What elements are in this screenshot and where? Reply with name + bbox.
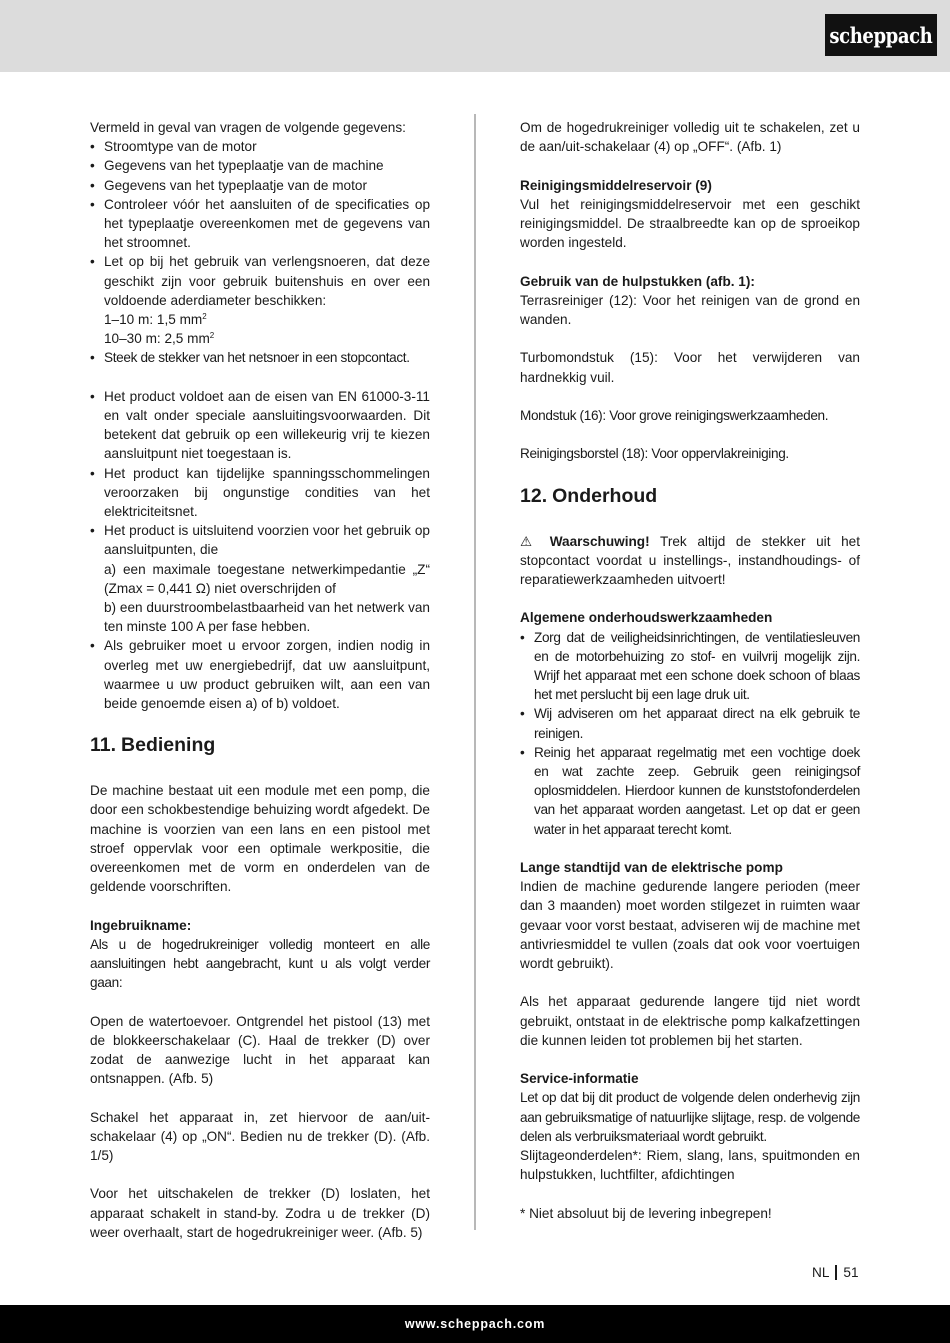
pump-heading: Lange standtijd van de elektrische pomp	[520, 860, 783, 875]
info-list	[90, 137, 430, 367]
page-number-value: 51	[843, 1265, 859, 1280]
open-water-text: Open de watertoevoer. Ontgrendel het pistool (13) met de blokkeerschakelaar (C). Haal de trekker (D) over zodat de aanwezige lucht in het apparaat kan ontsnappen. (Afb. 5)	[90, 1013, 430, 1087]
general-heading: Algemene onderhoudswerkzaamheden	[520, 610, 773, 626]
list-item: • Steek de stekker van het netsnoer in een stopcontact.	[90, 348, 430, 367]
maintenance-list	[520, 628, 860, 839]
header-band	[0, 0, 950, 72]
left-column	[90, 118, 430, 1242]
section-title: Onderhoud	[552, 484, 658, 507]
pump-text-2: Als het apparaat gedurende langere tijd niet wordt gebruikt, ontstaat in de elektrische pomp kalkafzettingen die kunnen leiden tot problemen bij het starten.	[520, 994, 860, 1048]
startup-text: Als u de hogedrukreiniger volledig monteert en alle aansluitingen hebt aangebracht, kunt u als volgt verder gaan:	[90, 936, 430, 991]
cable-spec-1: 1–10 m: 1,5 mm	[104, 312, 203, 328]
switch-on-text: Schakel het apparaat in, zet hiervoor de aan/uit-schakelaar (4) op „ON“. Bedien nu de trekker (D). (Afb. 1/5)	[90, 1109, 430, 1164]
list-item: • Gegevens van het typeplaatje van de motor	[90, 176, 430, 195]
reservoir-text: Vul het reinigingsmiddelreservoir met een geschikt reinigingsmiddel. De straalbreedte kan op de sproeikop worden ingesteld.	[520, 196, 860, 251]
standby-text: Voor het uitschakelen de trekker (D) loslaten, het apparaat schakelt in stand-by. Zodra u de trekker (D) weer overhaalt, start de hogedrukreiniger weer. (Afb. 5)	[90, 1186, 430, 1240]
list-item: • Zorg dat de veiligheidsinrichtingen, de ventilatiesleuven en de motorbehuizing zo stof- en vuilvrij mogelijk zijn. Wrijf het apparaat met een schone doek schoon of blaas het met perslucht bij een lage druk uit.	[520, 628, 860, 705]
section-number: 11.	[90, 734, 117, 757]
cable-spec-2: 10–30 m: 2,5 mm	[104, 331, 210, 347]
warning-text: Trek altijd de stekker uit het stopcontact voordat u instellings-, instandhoudings- of reparatiewerkzaamheden uitvoert!	[520, 533, 861, 587]
list-item: • Het product kan tijdelijke spanningsschommelingen veroorzaken bij ongunstige condities van het elektriciteitsnet.	[90, 464, 430, 522]
list-item: • Wij adviseren om het apparaat direct na elk gebruik te reinigen.	[520, 704, 860, 742]
brush-text: Reinigingsborstel (18): Voor oppervlakreiniging.	[520, 446, 789, 462]
pump-text: Indien de machine gedurende langere perioden (meer dan 3 maanden) moet worden stilgezet in ruimten waar gevaar voor vorst bestaat, adviseren wij de machine met antivriesmiddel te vullen (zoals dat ook voor voertuigen wordt gebruikt).	[520, 879, 861, 972]
cable-sup-1: 2	[202, 312, 207, 322]
info-intro: Vermeld in geval van vragen de volgende gegevens:	[90, 120, 406, 135]
list-item: • Reinig het apparaat regelmatig met een vochtige doek en wat zachte zeep. Gebruik geen reinigingsof oplosmiddelen. Hierdoor kunnen de kunststofonderdelen van het apparaat worden aangetast. Let op dat er geen water in het apparaat terecht komt.	[520, 743, 860, 839]
points-a: a) een maximale toegestane netwerkimpedantie „Z“ (Zmax = 0,441 Ω) niet overschrijden of	[104, 561, 430, 596]
page-number	[812, 1265, 859, 1280]
section-title: Bediening	[121, 734, 216, 757]
cable-text: Let op bij het gebruik van verlengsnoeren, dat deze geschikt zijn voor gebruik buitenshuis en over een voldoende aderdiameter beschikken:	[104, 254, 430, 308]
list-item: • Als gebruiker moet u ervoor zorgen, indien nodig in overleg met uw energiebedrijf, dat uw aansluitpunt, waarmee u uw product gebruiken wilt, aan een van beide genoemde eisen a) of b) voldoet.	[90, 636, 430, 713]
section-number: 12.	[520, 484, 548, 507]
column-divider	[474, 114, 476, 1230]
warning-icon: ⚠	[520, 533, 540, 549]
language-code: NL	[812, 1265, 830, 1280]
switch-off-text: Om de hogedrukreiniger volledig uit te schakelen, zet u de aan/uit-schakelaar (4) op „OFF“. (Afb. 1)	[520, 120, 860, 155]
startup-heading: Ingebruikname:	[90, 917, 192, 933]
page-separator	[835, 1265, 837, 1280]
machine-description: De machine bestaat uit een module met een pomp, die door een schokbestendige behuizing wordt afgedekt. De machine is voorzien van een lans en een pistool met stroef oppervlak voor een optimale werkpositie, die overeenkomen met de vorm en onderdelen van de geldende voorschriften.	[90, 783, 430, 895]
section-heading-11	[90, 733, 430, 757]
conformity-list	[90, 387, 430, 713]
list-item: • Gegevens van het typeplaatje van de machine	[90, 156, 430, 175]
warning-paragraph	[520, 532, 860, 590]
brand-logo	[825, 14, 937, 56]
cable-sup-2: 2	[209, 331, 215, 341]
nozzle-text: Mondstuk (16): Voor grove reinigingswerkzaamheden.	[520, 407, 829, 423]
section-heading-12	[520, 484, 860, 508]
list-item: • Het product voldoet aan de eisen van EN 61000-3-11 en valt onder speciale aansluitingsvoorwaarden. Dit betekent dat gebruik op een willekeurig vrij te kiezen aansluitpunt niet toegestaan is.	[90, 387, 430, 464]
accessories-heading: Gebruik van de hulpstukken (afb. 1):	[520, 273, 755, 289]
points-b: b) een duurstroombelastbaarheid van het netwerk van ten minste 100 A per fase hebben.	[104, 600, 430, 635]
reservoir-heading: Reinigingsmiddelreservoir (9)	[520, 177, 712, 193]
list-item-cable	[90, 252, 430, 348]
warning-label: Waarschuwing!	[549, 533, 650, 549]
service-text: Let op dat bij dit product de volgende delen onderhevig zijn aan gebruiksmatige of natuurlijke slijtage, resp. de volgende delen als verbruiksmateriaal wordt gebruikt.	[520, 1090, 860, 1144]
points-text: Het product is uitsluitend voorzien voor het gebruik op aansluitpunten, die	[104, 523, 430, 558]
list-item: • Controleer vóór het aansluiten of de specificaties op het typeplaatje overeenkomen met de gegevens van het stroomnet.	[90, 195, 430, 253]
brand-logo-text: scheppach	[829, 22, 933, 48]
terrace-text: Terrasreiniger (12): Voor het reinigen van de grond en wanden.	[520, 292, 860, 327]
list-item: • Stroomtype van de motor	[90, 137, 430, 156]
footnote: * Niet absoluut bij de levering inbegrepen!	[520, 1205, 772, 1221]
website-url: www.scheppach.com	[404, 1317, 546, 1331]
service-heading: Service-informatie	[520, 1071, 639, 1087]
list-item-points	[90, 521, 430, 636]
footer-band	[0, 1305, 950, 1343]
turbo-text: Turbomondstuk (15): Voor het verwijderen van hardnekkig vuil.	[520, 350, 860, 385]
right-column	[520, 118, 860, 1223]
service-parts: Slijtageonderdelen*: Riem, slang, lans, spuitmonden en hulpstukken, luchtfilter, afdichtingen	[520, 1148, 860, 1183]
